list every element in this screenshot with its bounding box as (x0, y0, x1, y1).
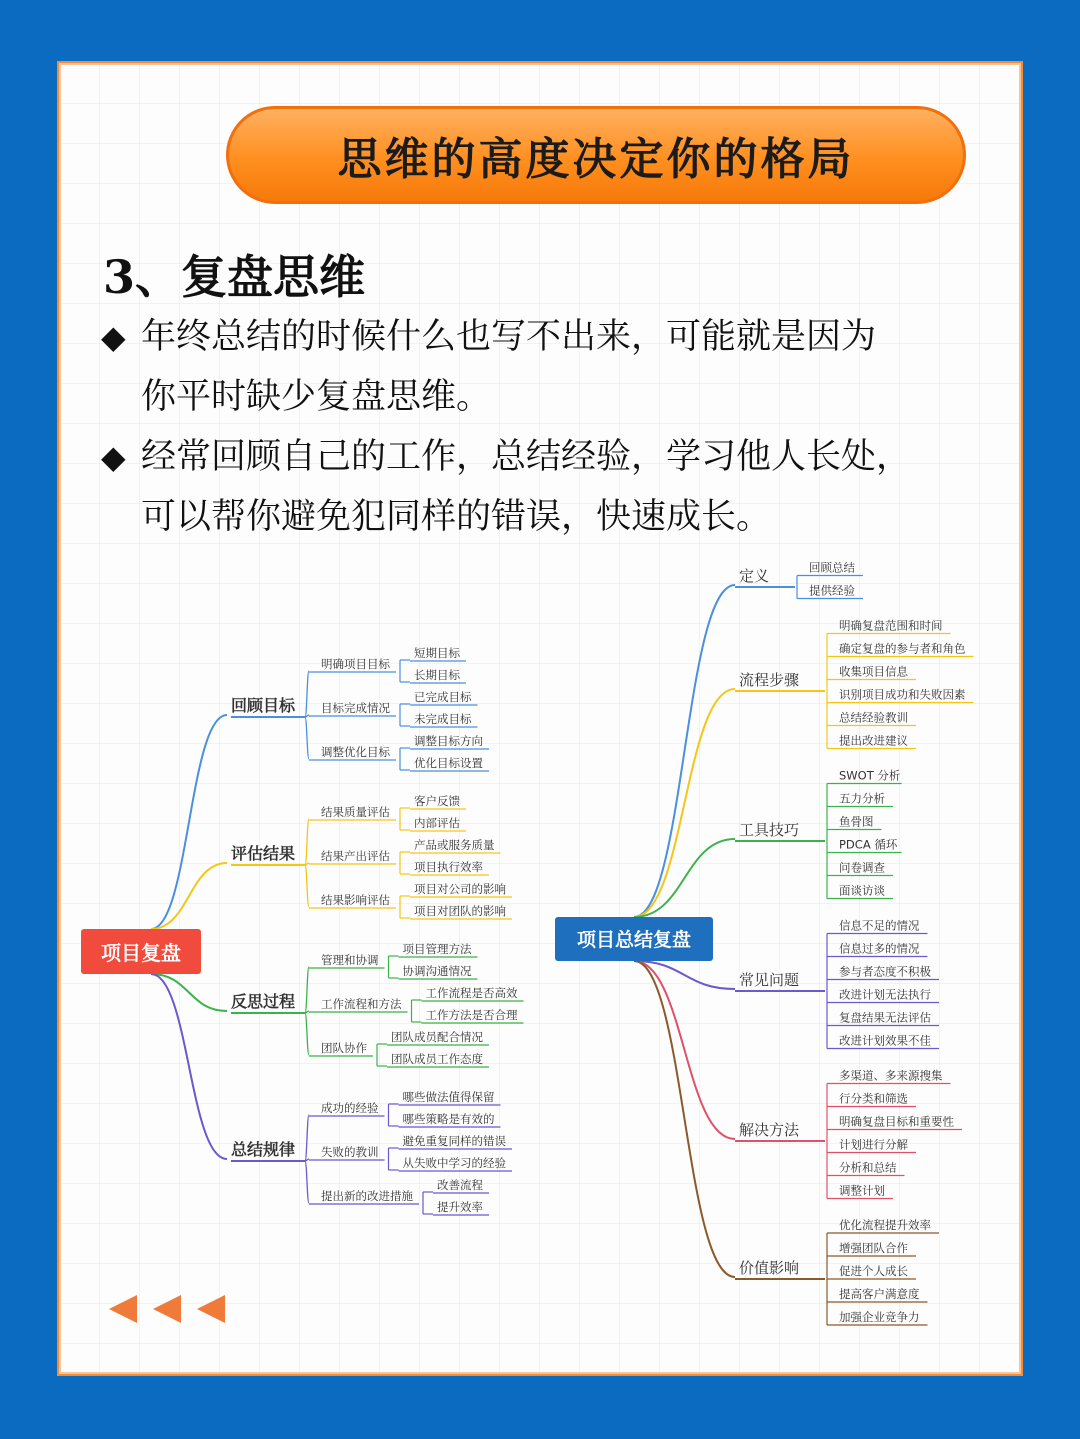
diamond-bullet-icon: ◆ (101, 318, 126, 356)
right-branch-connector (634, 961, 735, 989)
left-sub-label: 结果影响评估 (321, 893, 390, 907)
right-leaf-label: 信息不足的情况 (839, 918, 920, 933)
left-sub-label: 目标完成情况 (321, 701, 390, 715)
left-leaf-label: 改善流程 (437, 1178, 483, 1192)
left-mind-map (81, 646, 524, 1215)
banner-title: 思维的高度决定你的格局 (337, 134, 855, 185)
left-leaf-label: 哪些策略是有效的 (402, 1112, 495, 1126)
left-leaf-label: 长期目标 (414, 668, 460, 682)
left-branch-label: 回顾目标 (231, 696, 296, 715)
right-leaf-label: 总结经验教训 (839, 710, 908, 725)
left-sub-label: 明确项目目标 (321, 657, 390, 671)
section-title: 3、复盘思维 (103, 250, 366, 304)
left-leaf-label: 团队成员配合情况 (391, 1030, 483, 1044)
right-branch-label: 定义 (739, 567, 770, 585)
right-root-label: 项目总结复盘 (576, 929, 692, 951)
left-root-label: 项目复盘 (101, 941, 181, 965)
right-branch-connector (634, 585, 735, 917)
right-leaf-label: SWOT 分析 (839, 768, 901, 783)
right-branch-connector (634, 689, 735, 917)
left-leaf-label: 客户反馈 (414, 794, 460, 808)
left-sub-label: 成功的经验 (321, 1101, 379, 1115)
right-leaf-label: 提供经验 (809, 583, 855, 598)
right-leaf-label: 参与者态度不积极 (839, 964, 931, 979)
mind-map-diagram (59, 63, 1021, 1374)
left-arrow-icon (153, 1295, 181, 1323)
left-sub-label: 失败的教训 (321, 1145, 379, 1159)
right-leaf-label: 问卷调查 (839, 860, 885, 875)
right-leaf-label: 促进个人成长 (839, 1264, 908, 1278)
left-leaf-label: 项目对团队的影响 (414, 904, 506, 918)
left-leaf-label: 产品或服务质量 (414, 838, 495, 852)
left-sub-label: 管理和协调 (321, 953, 379, 967)
right-leaf-label: 提高客户满意度 (839, 1287, 920, 1301)
left-sub-connector (305, 865, 309, 907)
right-leaf-label: 明确复盘范围和时间 (839, 618, 943, 633)
left-sub-label: 调整优化目标 (321, 745, 390, 759)
left-leaf-label: 未完成目标 (414, 712, 472, 726)
left-leaf-label: 团队成员工作态度 (391, 1052, 483, 1066)
left-leaf-label: 协调沟通情况 (402, 964, 472, 978)
content-card (57, 61, 1023, 1376)
right-branch-label: 工具技巧 (739, 821, 800, 839)
left-sub-connector (305, 967, 309, 1013)
right-leaf-label: 多渠道、多来源搜集 (839, 1068, 943, 1083)
right-branch-connector (634, 961, 735, 1277)
bullet-line: 经常回顾自己的工作，总结经验，学习他人长处， (141, 437, 912, 477)
left-branch-connector (151, 974, 227, 1159)
left-sub-label: 工作流程和方法 (321, 997, 402, 1011)
left-sub-label: 结果质量评估 (321, 805, 390, 819)
right-leaf-label: 回顾总结 (809, 560, 855, 575)
left-arrow-icon (109, 1295, 137, 1323)
right-leaf-label: 信息过多的情况 (839, 941, 920, 956)
left-leaf-label: 优化目标设置 (414, 756, 483, 770)
right-leaf-label: 五力分析 (839, 791, 885, 806)
decorative-arrows (109, 1293, 249, 1333)
left-leaf-label: 提升效率 (437, 1200, 483, 1214)
right-leaf-label: 分析和总结 (839, 1160, 897, 1175)
left-sub-label: 结果产出评估 (321, 849, 390, 863)
left-leaf-label: 工作流程是否高效 (425, 986, 518, 1000)
right-leaf-label: 收集项目信息 (839, 664, 908, 679)
right-leaf-label: 鱼骨图 (839, 814, 874, 829)
right-leaf-label: 加强企业竞争力 (839, 1310, 920, 1324)
right-leaf-label: 面谈访谈 (839, 883, 885, 898)
right-leaf-label: 改进计划无法执行 (839, 987, 931, 1002)
right-leaf-label: 确定复盘的参与者和角色 (839, 641, 966, 656)
left-branch-connector (151, 863, 227, 929)
bullet-line: 你平时缺少复盘思维。 (141, 377, 492, 417)
right-leaf-label: 增强团队合作 (839, 1241, 908, 1255)
right-leaf-label: 识别项目成功和失败因素 (839, 687, 966, 702)
diamond-bullet-icon: ◆ (101, 438, 126, 476)
left-branch-label: 评估结果 (231, 844, 296, 863)
bullet-line: 年终总结的时候什么也写不出来，可能就是因为 (141, 317, 877, 357)
left-leaf-label: 项目管理方法 (402, 942, 472, 956)
left-leaf-label: 内部评估 (414, 816, 460, 830)
right-leaf-label: 行分类和筛选 (839, 1091, 908, 1106)
right-leaf-label: 优化流程提升效率 (839, 1218, 931, 1232)
right-leaf-label: 复盘结果无法评估 (839, 1010, 931, 1025)
right-branch-label: 常见问题 (739, 971, 800, 989)
left-leaf-label: 短期目标 (414, 646, 460, 660)
right-branch-label: 价值影响 (739, 1259, 800, 1277)
right-leaf-label: 计划进行分解 (839, 1137, 908, 1152)
right-leaf-label: PDCA 循环 (839, 837, 898, 852)
left-sub-connector (305, 671, 309, 717)
left-branch-label: 反思过程 (231, 992, 296, 1011)
left-leaf-label: 避免重复同样的错误 (402, 1134, 506, 1148)
left-sub-connector (305, 1013, 309, 1055)
right-leaf-label: 明确复盘目标和重要性 (839, 1114, 954, 1129)
left-leaf-label: 已完成目标 (414, 690, 472, 704)
right-leaf-label: 提出改进建议 (839, 733, 908, 748)
right-mind-map (555, 561, 974, 1326)
left-leaf-label: 调整目标方向 (414, 734, 483, 748)
left-leaf-label: 从失败中学习的经验 (402, 1156, 506, 1170)
left-sub-connector (305, 1115, 309, 1161)
left-arrow-icon (197, 1295, 225, 1323)
left-sub-connector (305, 819, 309, 865)
right-branch-label: 解决方法 (739, 1121, 800, 1139)
left-branch-label: 总结规律 (231, 1140, 296, 1159)
left-sub-connector (305, 717, 309, 759)
left-sub-connector (305, 1161, 309, 1203)
left-leaf-label: 项目对公司的影响 (414, 882, 506, 896)
bullet-line: 可以帮你避免犯同样的错误，快速成长。 (141, 497, 772, 537)
left-leaf-label: 工作方法是否合理 (425, 1008, 518, 1022)
right-leaf-label: 调整计划 (839, 1183, 885, 1198)
left-sub-label: 团队协作 (321, 1041, 367, 1055)
left-leaf-label: 项目执行效率 (414, 860, 483, 874)
left-sub-label: 提出新的改进措施 (321, 1189, 413, 1203)
left-leaf-label: 哪些做法值得保留 (402, 1090, 495, 1104)
right-branch-label: 流程步骤 (739, 671, 800, 689)
right-leaf-label: 改进计划效果不佳 (839, 1033, 931, 1048)
